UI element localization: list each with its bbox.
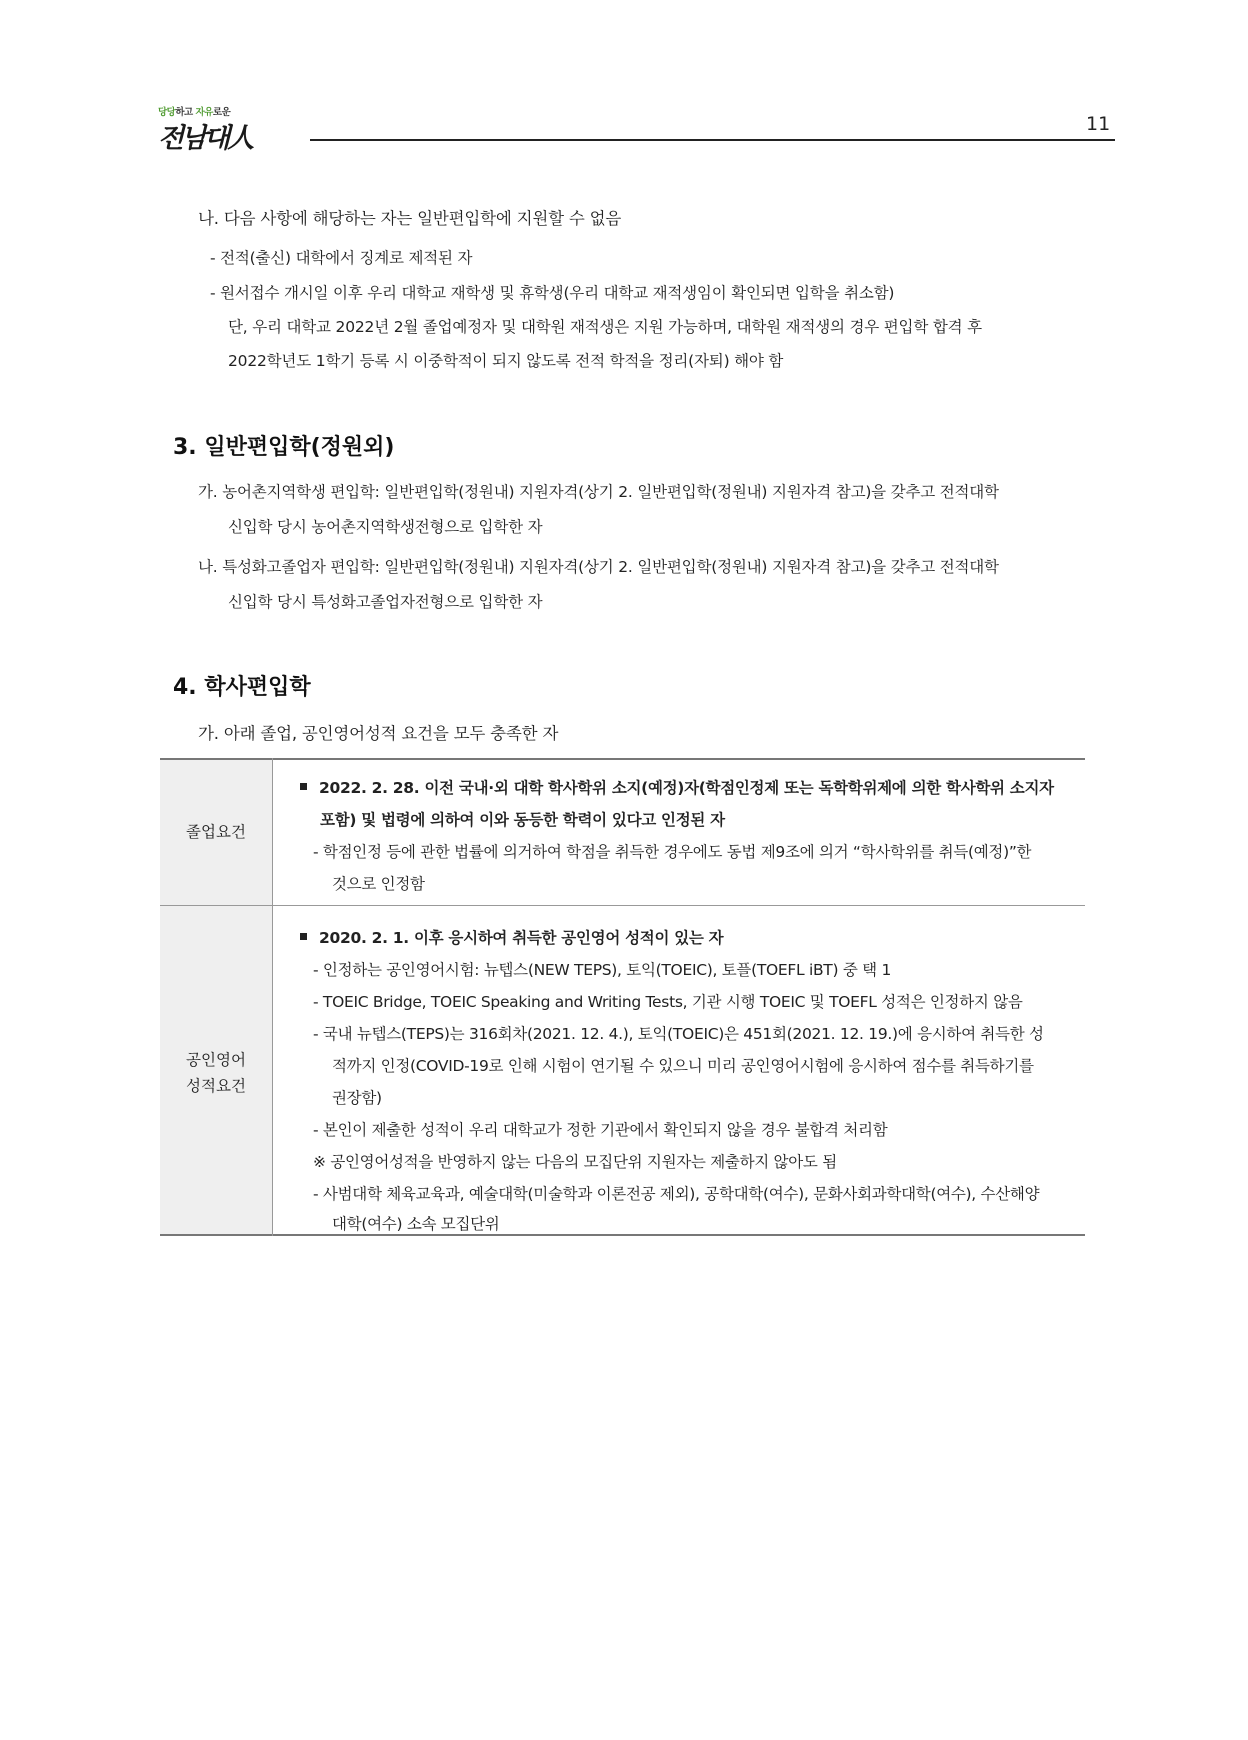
table-row-text: 2020. 2. 1. 이후 응시하여 취득한 공인영어 성적이 있는 자 xyxy=(300,926,723,948)
requirements-table xyxy=(160,758,1085,1236)
table-bottom-rule xyxy=(160,1234,1085,1236)
table-row-text: - 국내 뉴텝스(TEPS)는 316회차(2021. 12. 4.), 토익(TOEIC)은 451회(2021. 12. 19.)에 응시하여 취득한 성 xyxy=(313,1025,1044,1043)
section-3-item: 신입학 당시 농어촌지역학생전형으로 입학한 자 xyxy=(228,518,543,536)
section-na-item: - 전적(출신) 대학에서 징계로 제적된 자 xyxy=(210,249,473,267)
table-row-text: - 사범대학 체육교육과, 예술대학(미술학과 이론전공 제외), 공학대학(여수), 문화사회과학대학(여수), 수산해양 xyxy=(313,1185,1040,1203)
label-cell xyxy=(160,906,272,1234)
english-requirement-label-2: 성적요건 xyxy=(186,1077,246,1095)
section-na-item: - 원서접수 개시일 이후 우리 대학교 재학생 및 휴학생(우리 대학교 재적생임이 확인되면 입학을 취소함) xyxy=(210,284,895,302)
table-row-text: ※ 공인영어성적을 반영하지 않는 다음의 모집단위 지원자는 제출하지 않아도 됨 xyxy=(313,1153,837,1171)
table-row-text: 2022. 2. 28. 이전 국내·외 대학 학사학위 소지(예정)자(학점인정제 또는 독학학위제에 의한 학사학위 소지자 xyxy=(300,776,1054,798)
section-na-title: 나. 다음 사항에 해당하는 자는 일반편입학에 지원할 수 없음 xyxy=(198,209,622,228)
table-row-text: - 인정하는 공인영어시험: 뉴텝스(NEW TEPS), 토익(TOEIC), 토플(TOEFL iBT) 중 택 1 xyxy=(313,961,892,979)
table-top-rule xyxy=(160,758,1085,760)
university-logo xyxy=(158,104,288,154)
square-bullet-icon xyxy=(300,783,307,790)
logo-wordmark: 전남대人 xyxy=(158,123,252,154)
table-row-text: - 학점인정 등에 관한 법률에 의거하여 학점을 취득한 경우에도 동법 제9조에 의거 “학사학위를 취득(예정)”한 xyxy=(313,843,1032,861)
english-requirement-label-1: 공인영어 xyxy=(186,1051,246,1069)
table-row-text: 적까지 인정(COVID-19로 인해 시험이 연기될 수 있으니 미리 공인영어시험에 응시하여 점수를 취득하기를 xyxy=(332,1057,1034,1075)
table-row-text: 포함) 및 법령에 의하여 이와 동등한 학력이 있다고 인정된 자 xyxy=(320,811,725,829)
table-row-text: 것으로 인정함 xyxy=(332,875,425,893)
table-row-text: 대학(여수) 소속 모집단위 xyxy=(332,1215,500,1233)
section-3-item: 나. 특성화고졸업자 편입학: 일반편입학(정원내) 지원자격(상기 2. 일반편입학(정원내) 지원자격 참고)을 갖추고 전적대학 xyxy=(198,558,999,576)
table-row-rule xyxy=(160,905,1085,906)
section-3-item: 가. 농어촌지역학생 편입학: 일반편입학(정원내) 지원자격(상기 2. 일반편입학(정원내) 지원자격 참고)을 갖추고 전적대학 xyxy=(198,483,999,501)
table-column-rule xyxy=(272,758,273,1236)
section-4-intro: 가. 아래 졸업, 공인영어성적 요건을 모두 충족한 자 xyxy=(198,724,559,743)
header-rule xyxy=(310,139,1115,141)
section-3-item: 신입학 당시 특성화고졸업자전형으로 입학한 자 xyxy=(228,593,543,611)
table-row-text: 권장함) xyxy=(332,1089,382,1107)
table-row-text: - TOEIC Bridge, TOEIC Speaking and Writing Tests, 기관 시행 TOEIC 및 TOEFL 성적은 인정하지 않음 xyxy=(313,993,1023,1011)
graduation-requirement-label: 졸업요건 xyxy=(186,823,246,841)
page-number: 11 xyxy=(1086,113,1111,135)
section-na-item: 단, 우리 대학교 2022년 2월 졸업예정자 및 대학원 재적생은 지원 가능하며, 대학원 재적생의 경우 편입학 합격 후 xyxy=(228,318,982,336)
section-3-heading: 3. 일반편입학(정원외) xyxy=(173,435,395,460)
logo-tagline: 당당하고 자유로운 xyxy=(158,107,231,118)
square-bullet-icon xyxy=(300,933,307,940)
table-row-text: - 본인이 제출한 성적이 우리 대학교가 정한 기관에서 확인되지 않을 경우 불합격 처리함 xyxy=(313,1121,888,1139)
section-4-heading: 4. 학사편입학 xyxy=(173,675,311,700)
section-na-item: 2022학년도 1학기 등록 시 이중학적이 되지 않도록 전적 학적을 정리(자퇴) 해야 함 xyxy=(228,352,784,370)
